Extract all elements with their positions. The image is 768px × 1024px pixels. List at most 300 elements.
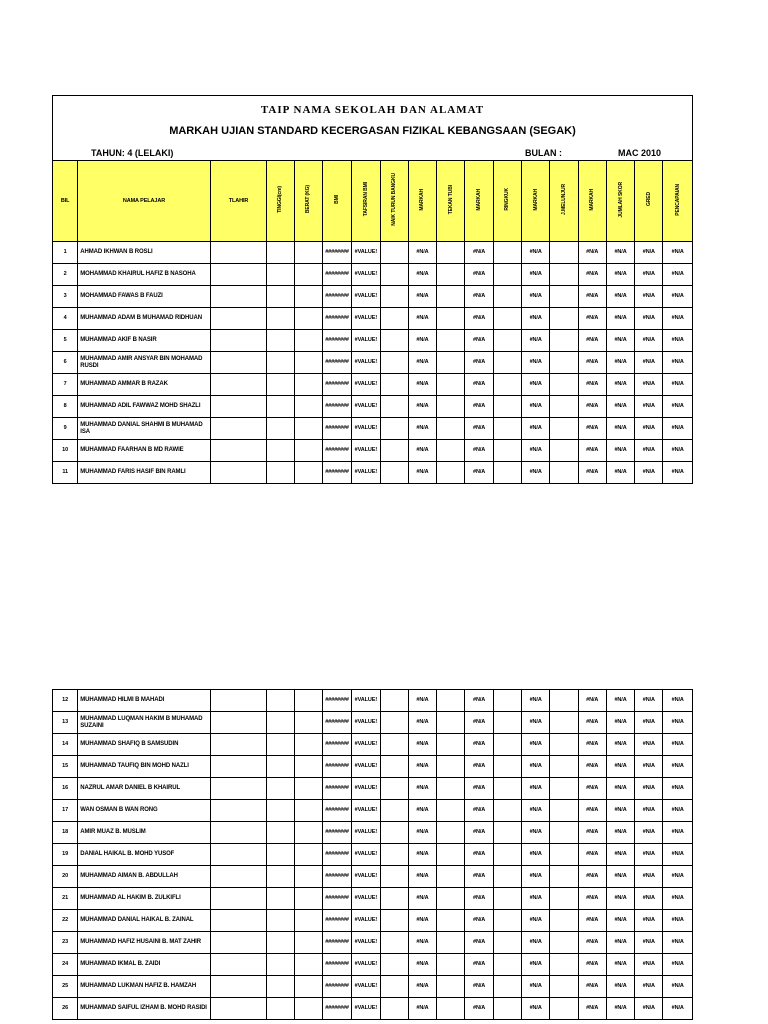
- cell-tekan-tubi: [437, 976, 465, 998]
- cell-pencapaian: #N/A: [663, 756, 693, 778]
- cell-ringkuk: [493, 756, 521, 778]
- cell-bil: 12: [53, 690, 78, 712]
- cell-gred: #N/A: [635, 330, 663, 352]
- cell-gred: #N/A: [635, 242, 663, 264]
- cell-naik-turun: [380, 932, 408, 954]
- table-row: [53, 778, 693, 800]
- cell-markah-1: #N/A: [408, 734, 436, 756]
- cell-gred: #N/A: [635, 932, 663, 954]
- cell-tinggi: [267, 932, 294, 954]
- cell-student-name: MUHAMMAD AIMAN B. ABDULLAH: [78, 866, 210, 888]
- cell-markah-4: #N/A: [578, 756, 606, 778]
- cell-tafsiran: #VALUE!: [352, 418, 380, 440]
- cell-gred: #N/A: [635, 844, 663, 866]
- cell-gred: #N/A: [635, 440, 663, 462]
- table-row: [53, 690, 693, 712]
- cell-tekan-tubi: [437, 844, 465, 866]
- cell-tekan-tubi: [437, 866, 465, 888]
- cell-bmi: ########: [322, 440, 351, 462]
- cell-markah-1: #N/A: [408, 998, 436, 1020]
- cell-tekan-tubi: [437, 998, 465, 1020]
- table-row: [53, 352, 693, 374]
- month-value: MAC 2010: [618, 148, 662, 158]
- cell-jumlah-skor: #N/A: [606, 976, 634, 998]
- cell-ringkuk: [493, 998, 521, 1020]
- cell-markah-2: #N/A: [465, 374, 493, 396]
- cell-tafsiran: #VALUE!: [352, 800, 380, 822]
- cell-tinggi: [267, 778, 294, 800]
- cell-tinggi: [267, 954, 294, 976]
- col-header-tafsiran: TAFSIRAN BMI: [362, 182, 369, 217]
- cell-tafsiran: #VALUE!: [352, 998, 380, 1020]
- cell-markah-4: #N/A: [578, 352, 606, 374]
- cell-tafsiran: #VALUE!: [352, 242, 380, 264]
- table-row: [53, 374, 693, 396]
- cell-ringkuk: [493, 242, 521, 264]
- cell-markah-1: #N/A: [408, 264, 436, 286]
- cell-markah-1: #N/A: [408, 374, 436, 396]
- cell-tafsiran: #VALUE!: [352, 734, 380, 756]
- cell-markah-3: #N/A: [522, 756, 550, 778]
- table-row: [53, 910, 693, 932]
- cell-tlahir: [210, 308, 267, 330]
- cell-j-melunjur: [550, 976, 578, 998]
- cell-markah-2: #N/A: [465, 308, 493, 330]
- cell-tafsiran: #VALUE!: [352, 440, 380, 462]
- cell-naik-turun: [380, 264, 408, 286]
- cell-tinggi: [267, 910, 294, 932]
- cell-tlahir: [210, 690, 267, 712]
- cell-tlahir: [210, 756, 267, 778]
- cell-tlahir: [210, 778, 267, 800]
- cell-j-melunjur: [550, 352, 578, 374]
- cell-markah-2: #N/A: [465, 712, 493, 734]
- cell-jumlah-skor: #N/A: [606, 888, 634, 910]
- cell-markah-2: #N/A: [465, 932, 493, 954]
- cell-markah-1: #N/A: [408, 756, 436, 778]
- cell-tekan-tubi: [437, 800, 465, 822]
- cell-markah-2: #N/A: [465, 734, 493, 756]
- table-row: [53, 998, 693, 1020]
- cell-naik-turun: [380, 712, 408, 734]
- cell-markah-2: #N/A: [465, 866, 493, 888]
- cell-naik-turun: [380, 690, 408, 712]
- cell-naik-turun: [380, 844, 408, 866]
- cell-naik-turun: [380, 462, 408, 484]
- cell-markah-2: #N/A: [465, 396, 493, 418]
- cell-berat: [294, 308, 322, 330]
- cell-markah-3: #N/A: [522, 734, 550, 756]
- cell-markah-4: #N/A: [578, 800, 606, 822]
- cell-naik-turun: [380, 778, 408, 800]
- cell-jumlah-skor: #N/A: [606, 712, 634, 734]
- cell-berat: [294, 286, 322, 308]
- cell-jumlah-skor: #N/A: [606, 352, 634, 374]
- cell-markah-4: #N/A: [578, 888, 606, 910]
- cell-tafsiran: #VALUE!: [352, 712, 380, 734]
- cell-tlahir: [210, 998, 267, 1020]
- cell-tinggi: [267, 822, 294, 844]
- cell-markah-1: #N/A: [408, 462, 436, 484]
- cell-jumlah-skor: #N/A: [606, 242, 634, 264]
- cell-markah-3: #N/A: [522, 800, 550, 822]
- cell-tlahir: [210, 954, 267, 976]
- cell-naik-turun: [380, 800, 408, 822]
- cell-bmi: ########: [322, 866, 351, 888]
- cell-markah-4: #N/A: [578, 308, 606, 330]
- cell-markah-4: #N/A: [578, 374, 606, 396]
- cell-markah-2: #N/A: [465, 844, 493, 866]
- cell-gred: #N/A: [635, 800, 663, 822]
- cell-bmi: ########: [322, 308, 351, 330]
- cell-markah-3: #N/A: [522, 308, 550, 330]
- cell-markah-3: #N/A: [522, 844, 550, 866]
- cell-markah-1: #N/A: [408, 822, 436, 844]
- cell-ringkuk: [493, 440, 521, 462]
- cell-ringkuk: [493, 712, 521, 734]
- cell-pencapaian: #N/A: [663, 396, 693, 418]
- col-header-markah-3: MARKAH: [532, 188, 539, 211]
- cell-ringkuk: [493, 976, 521, 998]
- cell-j-melunjur: [550, 286, 578, 308]
- cell-naik-turun: [380, 734, 408, 756]
- cell-ringkuk: [493, 396, 521, 418]
- cell-markah-4: #N/A: [578, 330, 606, 352]
- cell-berat: [294, 712, 322, 734]
- cell-tekan-tubi: [437, 910, 465, 932]
- column-header-row: [53, 161, 693, 242]
- cell-tafsiran: #VALUE!: [352, 264, 380, 286]
- cell-naik-turun: [380, 910, 408, 932]
- cell-markah-2: #N/A: [465, 440, 493, 462]
- cell-markah-1: #N/A: [408, 844, 436, 866]
- cell-berat: [294, 330, 322, 352]
- cell-tinggi: [267, 756, 294, 778]
- cell-bmi: ########: [322, 844, 351, 866]
- table-row: [53, 932, 693, 954]
- cell-bil: 19: [53, 844, 78, 866]
- cell-tafsiran: #VALUE!: [352, 778, 380, 800]
- cell-jumlah-skor: #N/A: [606, 308, 634, 330]
- col-header-j-melunjur: J.MELUNJUR: [560, 184, 567, 215]
- cell-tekan-tubi: [437, 440, 465, 462]
- score-sheet-page-1: [52, 95, 693, 484]
- cell-jumlah-skor: #N/A: [606, 734, 634, 756]
- table-row: [53, 822, 693, 844]
- cell-bil: 4: [53, 308, 78, 330]
- cell-naik-turun: [380, 888, 408, 910]
- cell-markah-1: #N/A: [408, 976, 436, 998]
- cell-ringkuk: [493, 954, 521, 976]
- cell-tinggi: [267, 998, 294, 1020]
- cell-student-name: MUHAMMAD ADAM B MUHAMAD RIDHUAN: [78, 308, 210, 330]
- cell-naik-turun: [380, 286, 408, 308]
- student-rows-page-2: [53, 690, 693, 1020]
- col-header-markah-4: MARKAH: [589, 188, 596, 211]
- cell-markah-2: #N/A: [465, 242, 493, 264]
- cell-ringkuk: [493, 734, 521, 756]
- cell-bmi: ########: [322, 242, 351, 264]
- table-row: [53, 954, 693, 976]
- cell-markah-2: #N/A: [465, 330, 493, 352]
- cell-tlahir: [210, 352, 267, 374]
- cell-gred: #N/A: [635, 822, 663, 844]
- cell-tlahir: [210, 712, 267, 734]
- cell-student-name: MUHAMMAD ADIL FAWWAZ MOHD SHAZLI: [78, 396, 210, 418]
- cell-tinggi: [267, 330, 294, 352]
- cell-pencapaian: #N/A: [663, 822, 693, 844]
- cell-ringkuk: [493, 778, 521, 800]
- cell-tinggi: [267, 352, 294, 374]
- table-row: [53, 462, 693, 484]
- cell-jumlah-skor: #N/A: [606, 778, 634, 800]
- cell-gred: #N/A: [635, 374, 663, 396]
- cell-bil: 13: [53, 712, 78, 734]
- cell-student-name: MUHAMMAD IKMAL B. ZAIDI: [78, 954, 210, 976]
- cell-bmi: ########: [322, 374, 351, 396]
- cell-naik-turun: [380, 954, 408, 976]
- cell-pencapaian: #N/A: [663, 440, 693, 462]
- cell-j-melunjur: [550, 998, 578, 1020]
- cell-bmi: ########: [322, 330, 351, 352]
- school-name: TAIP NAMA SEKOLAH DAN ALAMAT: [260, 104, 485, 116]
- cell-student-name: MUHAMMAD HILMI B MAHADI: [78, 690, 210, 712]
- cell-gred: #N/A: [635, 264, 663, 286]
- cell-tekan-tubi: [437, 374, 465, 396]
- cell-j-melunjur: [550, 954, 578, 976]
- cell-jumlah-skor: #N/A: [606, 330, 634, 352]
- cell-student-name: MUHAMMAD LUKMAN HAFIZ B. HAMZAH: [78, 976, 210, 998]
- col-header-tinggi: TINGGI(cm): [277, 186, 284, 213]
- cell-tlahir: [210, 734, 267, 756]
- table-row: [53, 866, 693, 888]
- cell-tinggi: [267, 690, 294, 712]
- cell-ringkuk: [493, 690, 521, 712]
- cell-gred: #N/A: [635, 712, 663, 734]
- cell-gred: #N/A: [635, 734, 663, 756]
- cell-markah-1: #N/A: [408, 954, 436, 976]
- table-row: [53, 756, 693, 778]
- cell-jumlah-skor: #N/A: [606, 910, 634, 932]
- table-row: [53, 330, 693, 352]
- cell-gred: #N/A: [635, 418, 663, 440]
- table-row: [53, 242, 693, 264]
- cell-berat: [294, 910, 322, 932]
- cell-markah-3: #N/A: [522, 910, 550, 932]
- cell-j-melunjur: [550, 418, 578, 440]
- cell-markah-2: #N/A: [465, 976, 493, 998]
- cell-berat: [294, 734, 322, 756]
- cell-pencapaian: #N/A: [663, 690, 693, 712]
- cell-bil: 11: [53, 462, 78, 484]
- cell-bil: 5: [53, 330, 78, 352]
- cell-markah-3: #N/A: [522, 712, 550, 734]
- cell-tekan-tubi: [437, 712, 465, 734]
- cell-tlahir: [210, 418, 267, 440]
- cell-tekan-tubi: [437, 932, 465, 954]
- cell-bil: 18: [53, 822, 78, 844]
- cell-jumlah-skor: #N/A: [606, 440, 634, 462]
- cell-markah-2: #N/A: [465, 462, 493, 484]
- cell-berat: [294, 242, 322, 264]
- cell-berat: [294, 756, 322, 778]
- col-header-naik-turun: NAIK TURUN BANGKU: [391, 173, 398, 226]
- cell-ringkuk: [493, 910, 521, 932]
- col-header-markah-1: MARKAH: [419, 188, 426, 211]
- cell-j-melunjur: [550, 264, 578, 286]
- cell-bil: 15: [53, 756, 78, 778]
- cell-tekan-tubi: [437, 888, 465, 910]
- cell-tafsiran: #VALUE!: [352, 286, 380, 308]
- cell-gred: #N/A: [635, 690, 663, 712]
- cell-naik-turun: [380, 998, 408, 1020]
- cell-bil: 1: [53, 242, 78, 264]
- cell-bmi: ########: [322, 998, 351, 1020]
- cell-j-melunjur: [550, 734, 578, 756]
- cell-berat: [294, 778, 322, 800]
- cell-ringkuk: [493, 418, 521, 440]
- cell-tlahir: [210, 330, 267, 352]
- cell-pencapaian: #N/A: [663, 932, 693, 954]
- cell-bmi: ########: [322, 734, 351, 756]
- cell-student-name: MUHAMMAD FAARHAN B MD RAWIE: [78, 440, 210, 462]
- cell-j-melunjur: [550, 690, 578, 712]
- cell-bil: 17: [53, 800, 78, 822]
- cell-j-melunjur: [550, 330, 578, 352]
- cell-student-name: MUHAMMAD AMMAR B RAZAK: [78, 374, 210, 396]
- cell-pencapaian: #N/A: [663, 286, 693, 308]
- cell-j-melunjur: [550, 888, 578, 910]
- cell-gred: #N/A: [635, 866, 663, 888]
- cell-markah-2: #N/A: [465, 954, 493, 976]
- cell-bil: 26: [53, 998, 78, 1020]
- col-header-bmi: BMI: [334, 195, 341, 204]
- cell-jumlah-skor: #N/A: [606, 286, 634, 308]
- cell-bmi: ########: [322, 932, 351, 954]
- cell-gred: #N/A: [635, 778, 663, 800]
- cell-markah-1: #N/A: [408, 352, 436, 374]
- col-header-bil: BIL: [53, 161, 78, 242]
- cell-naik-turun: [380, 308, 408, 330]
- table-row: [53, 734, 693, 756]
- cell-markah-4: #N/A: [578, 976, 606, 998]
- cell-markah-4: #N/A: [578, 822, 606, 844]
- cell-tekan-tubi: [437, 286, 465, 308]
- cell-jumlah-skor: #N/A: [606, 800, 634, 822]
- cell-markah-1: #N/A: [408, 778, 436, 800]
- col-header-tlahir: TLAHIR: [210, 161, 267, 242]
- cell-j-melunjur: [550, 822, 578, 844]
- cell-markah-2: #N/A: [465, 822, 493, 844]
- cell-ringkuk: [493, 308, 521, 330]
- cell-bil: 24: [53, 954, 78, 976]
- cell-tinggi: [267, 286, 294, 308]
- cell-markah-4: #N/A: [578, 954, 606, 976]
- cell-naik-turun: [380, 866, 408, 888]
- cell-student-name: AMIR MUAZ B. MUSLIM: [78, 822, 210, 844]
- cell-student-name: MUHAMMAD LUQMAN HAKIM B MUHAMAD SUZAINI: [78, 712, 210, 734]
- cell-student-name: MUHAMMAD FARIS HASIF BIN RAMLI: [78, 462, 210, 484]
- cell-naik-turun: [380, 418, 408, 440]
- cell-student-name: MOHAMMAD FAWAS B FAUZI: [78, 286, 210, 308]
- cell-markah-3: #N/A: [522, 976, 550, 998]
- cell-j-melunjur: [550, 396, 578, 418]
- cell-bil: 3: [53, 286, 78, 308]
- cell-ringkuk: [493, 352, 521, 374]
- cell-bmi: ########: [322, 690, 351, 712]
- cell-j-melunjur: [550, 440, 578, 462]
- cell-markah-4: #N/A: [578, 690, 606, 712]
- cell-markah-2: #N/A: [465, 690, 493, 712]
- cell-j-melunjur: [550, 308, 578, 330]
- cell-gred: #N/A: [635, 352, 663, 374]
- cell-bil: 22: [53, 910, 78, 932]
- cell-markah-3: #N/A: [522, 418, 550, 440]
- cell-markah-3: #N/A: [522, 998, 550, 1020]
- cell-markah-1: #N/A: [408, 242, 436, 264]
- cell-tafsiran: #VALUE!: [352, 844, 380, 866]
- cell-markah-3: #N/A: [522, 440, 550, 462]
- cell-markah-4: #N/A: [578, 712, 606, 734]
- cell-pencapaian: #N/A: [663, 778, 693, 800]
- cell-tafsiran: #VALUE!: [352, 330, 380, 352]
- cell-naik-turun: [380, 976, 408, 998]
- cell-ringkuk: [493, 800, 521, 822]
- cell-j-melunjur: [550, 756, 578, 778]
- cell-tinggi: [267, 440, 294, 462]
- cell-naik-turun: [380, 440, 408, 462]
- cell-ringkuk: [493, 286, 521, 308]
- cell-gred: #N/A: [635, 462, 663, 484]
- cell-naik-turun: [380, 374, 408, 396]
- cell-berat: [294, 440, 322, 462]
- cell-pencapaian: #N/A: [663, 998, 693, 1020]
- cell-berat: [294, 690, 322, 712]
- cell-bil: 2: [53, 264, 78, 286]
- cell-tinggi: [267, 374, 294, 396]
- cell-tinggi: [267, 976, 294, 998]
- cell-ringkuk: [493, 888, 521, 910]
- cell-markah-3: #N/A: [522, 264, 550, 286]
- cell-markah-3: #N/A: [522, 822, 550, 844]
- cell-pencapaian: #N/A: [663, 308, 693, 330]
- cell-tafsiran: #VALUE!: [352, 954, 380, 976]
- cell-tlahir: [210, 976, 267, 998]
- cell-naik-turun: [380, 330, 408, 352]
- cell-pencapaian: #N/A: [663, 374, 693, 396]
- cell-j-melunjur: [550, 844, 578, 866]
- cell-tafsiran: #VALUE!: [352, 308, 380, 330]
- cell-ringkuk: [493, 264, 521, 286]
- cell-markah-1: #N/A: [408, 690, 436, 712]
- cell-tekan-tubi: [437, 822, 465, 844]
- cell-student-name: MUHAMMAD DANIAL SHAHMI B MUHAMAD ISA: [78, 418, 210, 440]
- cell-markah-4: #N/A: [578, 396, 606, 418]
- cell-markah-2: #N/A: [465, 352, 493, 374]
- cell-pencapaian: #N/A: [663, 330, 693, 352]
- cell-tekan-tubi: [437, 330, 465, 352]
- cell-markah-3: #N/A: [522, 330, 550, 352]
- cell-j-melunjur: [550, 800, 578, 822]
- cell-berat: [294, 418, 322, 440]
- cell-pencapaian: #N/A: [663, 242, 693, 264]
- cell-markah-1: #N/A: [408, 888, 436, 910]
- cell-markah-4: #N/A: [578, 242, 606, 264]
- cell-bil: 20: [53, 866, 78, 888]
- cell-tekan-tubi: [437, 462, 465, 484]
- cell-bil: 14: [53, 734, 78, 756]
- cell-ringkuk: [493, 844, 521, 866]
